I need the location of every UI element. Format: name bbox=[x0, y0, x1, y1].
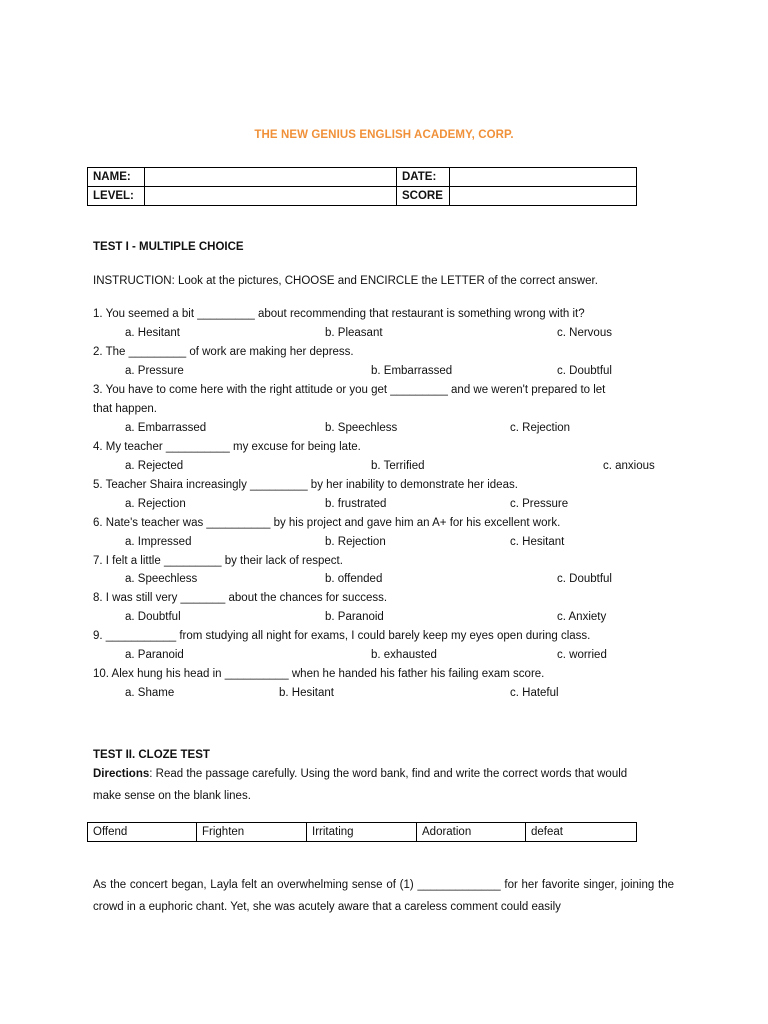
q9-option-b[interactable]: b. exhausted bbox=[371, 649, 437, 661]
q10-option-a[interactable]: a. Shame bbox=[125, 687, 175, 699]
q9-option-a[interactable]: a. Paranoid bbox=[125, 649, 184, 661]
student-info-table bbox=[87, 167, 637, 206]
q6-option-c[interactable]: c. Hesitant bbox=[510, 536, 565, 548]
question-8: 8. I was still very _______ about the chances for success. bbox=[93, 592, 388, 604]
question-4: 4. My teacher __________ my excuse for being late. bbox=[93, 441, 361, 453]
question-9: 9. ___________ from studying all night for exams, I could barely keep my eyes open during class. bbox=[93, 630, 591, 642]
name-field[interactable] bbox=[145, 168, 397, 187]
q10-option-b[interactable]: b. Hesitant bbox=[279, 687, 334, 699]
word-bank-item: Frighten bbox=[197, 823, 307, 842]
directions-text: : Read the passage carefully. Using the word bank, find and write the correct words that would bbox=[149, 768, 628, 780]
question-5: 5. Teacher Shaira increasingly _________ by her inability to demonstrate her ideas. bbox=[93, 479, 518, 491]
q1-option-c[interactable]: c. Nervous bbox=[557, 327, 612, 339]
score-label: SCORE bbox=[397, 187, 450, 206]
directions-label: Directions bbox=[93, 768, 150, 780]
word-bank-item: defeat bbox=[526, 823, 637, 842]
question-7: 7. I felt a little _________ by their lack of respect. bbox=[93, 555, 343, 567]
word-bank-item: Irritating bbox=[307, 823, 417, 842]
q3-option-c[interactable]: c. Rejection bbox=[510, 422, 571, 434]
question-2: 2. The _________ of work are making her depress. bbox=[93, 346, 354, 358]
word-bank-item: Adoration bbox=[417, 823, 526, 842]
word-bank-item: Offend bbox=[88, 823, 197, 842]
q4-option-c[interactable]: c. anxious bbox=[603, 460, 655, 472]
q1-option-a[interactable]: a. Hesitant bbox=[125, 327, 180, 339]
q5-option-c[interactable]: c. Pressure bbox=[510, 498, 569, 510]
q3-option-a[interactable]: a. Embarrassed bbox=[125, 422, 207, 434]
test2-directions-cont: make sense on the blank lines. bbox=[93, 790, 251, 802]
question-6: 6. Nate's teacher was __________ by his project and gave him an A+ for his excellent work. bbox=[93, 517, 561, 529]
question-3: 3. You have to come here with the right attitude or you get _________ and we weren't prepared to let bbox=[93, 384, 606, 396]
q1-option-b[interactable]: b. Pleasant bbox=[325, 327, 383, 339]
level-label: LEVEL: bbox=[88, 187, 145, 206]
q9-option-c[interactable]: c. worried bbox=[557, 649, 607, 661]
q5-option-a[interactable]: a. Rejection bbox=[125, 498, 186, 510]
test1-heading: TEST I - MULTIPLE CHOICE bbox=[93, 241, 244, 253]
score-field[interactable] bbox=[450, 187, 637, 206]
q8-option-c[interactable]: c. Anxiety bbox=[557, 611, 607, 623]
level-field[interactable] bbox=[145, 187, 397, 206]
q8-option-b[interactable]: b. Paranoid bbox=[325, 611, 384, 623]
q4-option-a[interactable]: a. Rejected bbox=[125, 460, 184, 472]
q4-option-b[interactable]: b. Terrified bbox=[371, 460, 425, 472]
test2-directions bbox=[93, 768, 627, 780]
q5-option-b[interactable]: b. frustrated bbox=[325, 498, 387, 510]
test1-instruction: INSTRUCTION: Look at the pictures, CHOOSE and ENCIRCLE the LETTER of the correct answer. bbox=[93, 275, 598, 287]
q2-option-c[interactable]: c. Doubtful bbox=[557, 365, 612, 377]
q2-option-a[interactable]: a. Pressure bbox=[125, 365, 184, 377]
test2-heading: TEST II. CLOZE TEST bbox=[93, 749, 210, 761]
q7-option-a[interactable]: a. Speechless bbox=[125, 573, 198, 585]
question-1: 1. You seemed a bit _________ about recommending that restaurant is something wrong with it? bbox=[93, 308, 585, 320]
cloze-passage: As the concert began, Layla felt an overwhelming sense of (1) _____________ for her favorite singer, joining the crowd in a euphoric chant. Yet, she was acutely aware that a careless comment could easily bbox=[93, 879, 674, 913]
q10-option-c[interactable]: c. Hateful bbox=[510, 687, 559, 699]
academy-title: THE NEW GENIUS ENGLISH ACADEMY, CORP. bbox=[254, 129, 514, 141]
date-field[interactable] bbox=[450, 168, 637, 187]
q2-option-b[interactable]: b. Embarrassed bbox=[371, 365, 453, 377]
date-label: DATE: bbox=[397, 168, 450, 187]
word-bank-table bbox=[87, 822, 637, 842]
question-3-cont: that happen. bbox=[93, 403, 157, 415]
name-label: NAME: bbox=[88, 168, 145, 187]
q6-option-a[interactable]: a. Impressed bbox=[125, 536, 192, 548]
q3-option-b[interactable]: b. Speechless bbox=[325, 422, 398, 434]
q6-option-b[interactable]: b. Rejection bbox=[325, 536, 386, 548]
q7-option-c[interactable]: c. Doubtful bbox=[557, 573, 612, 585]
question-10: 10. Alex hung his head in __________ when he handed his father his failing exam score. bbox=[93, 668, 545, 680]
q8-option-a[interactable]: a. Doubtful bbox=[125, 611, 181, 623]
q7-option-b[interactable]: b. offended bbox=[325, 573, 383, 585]
